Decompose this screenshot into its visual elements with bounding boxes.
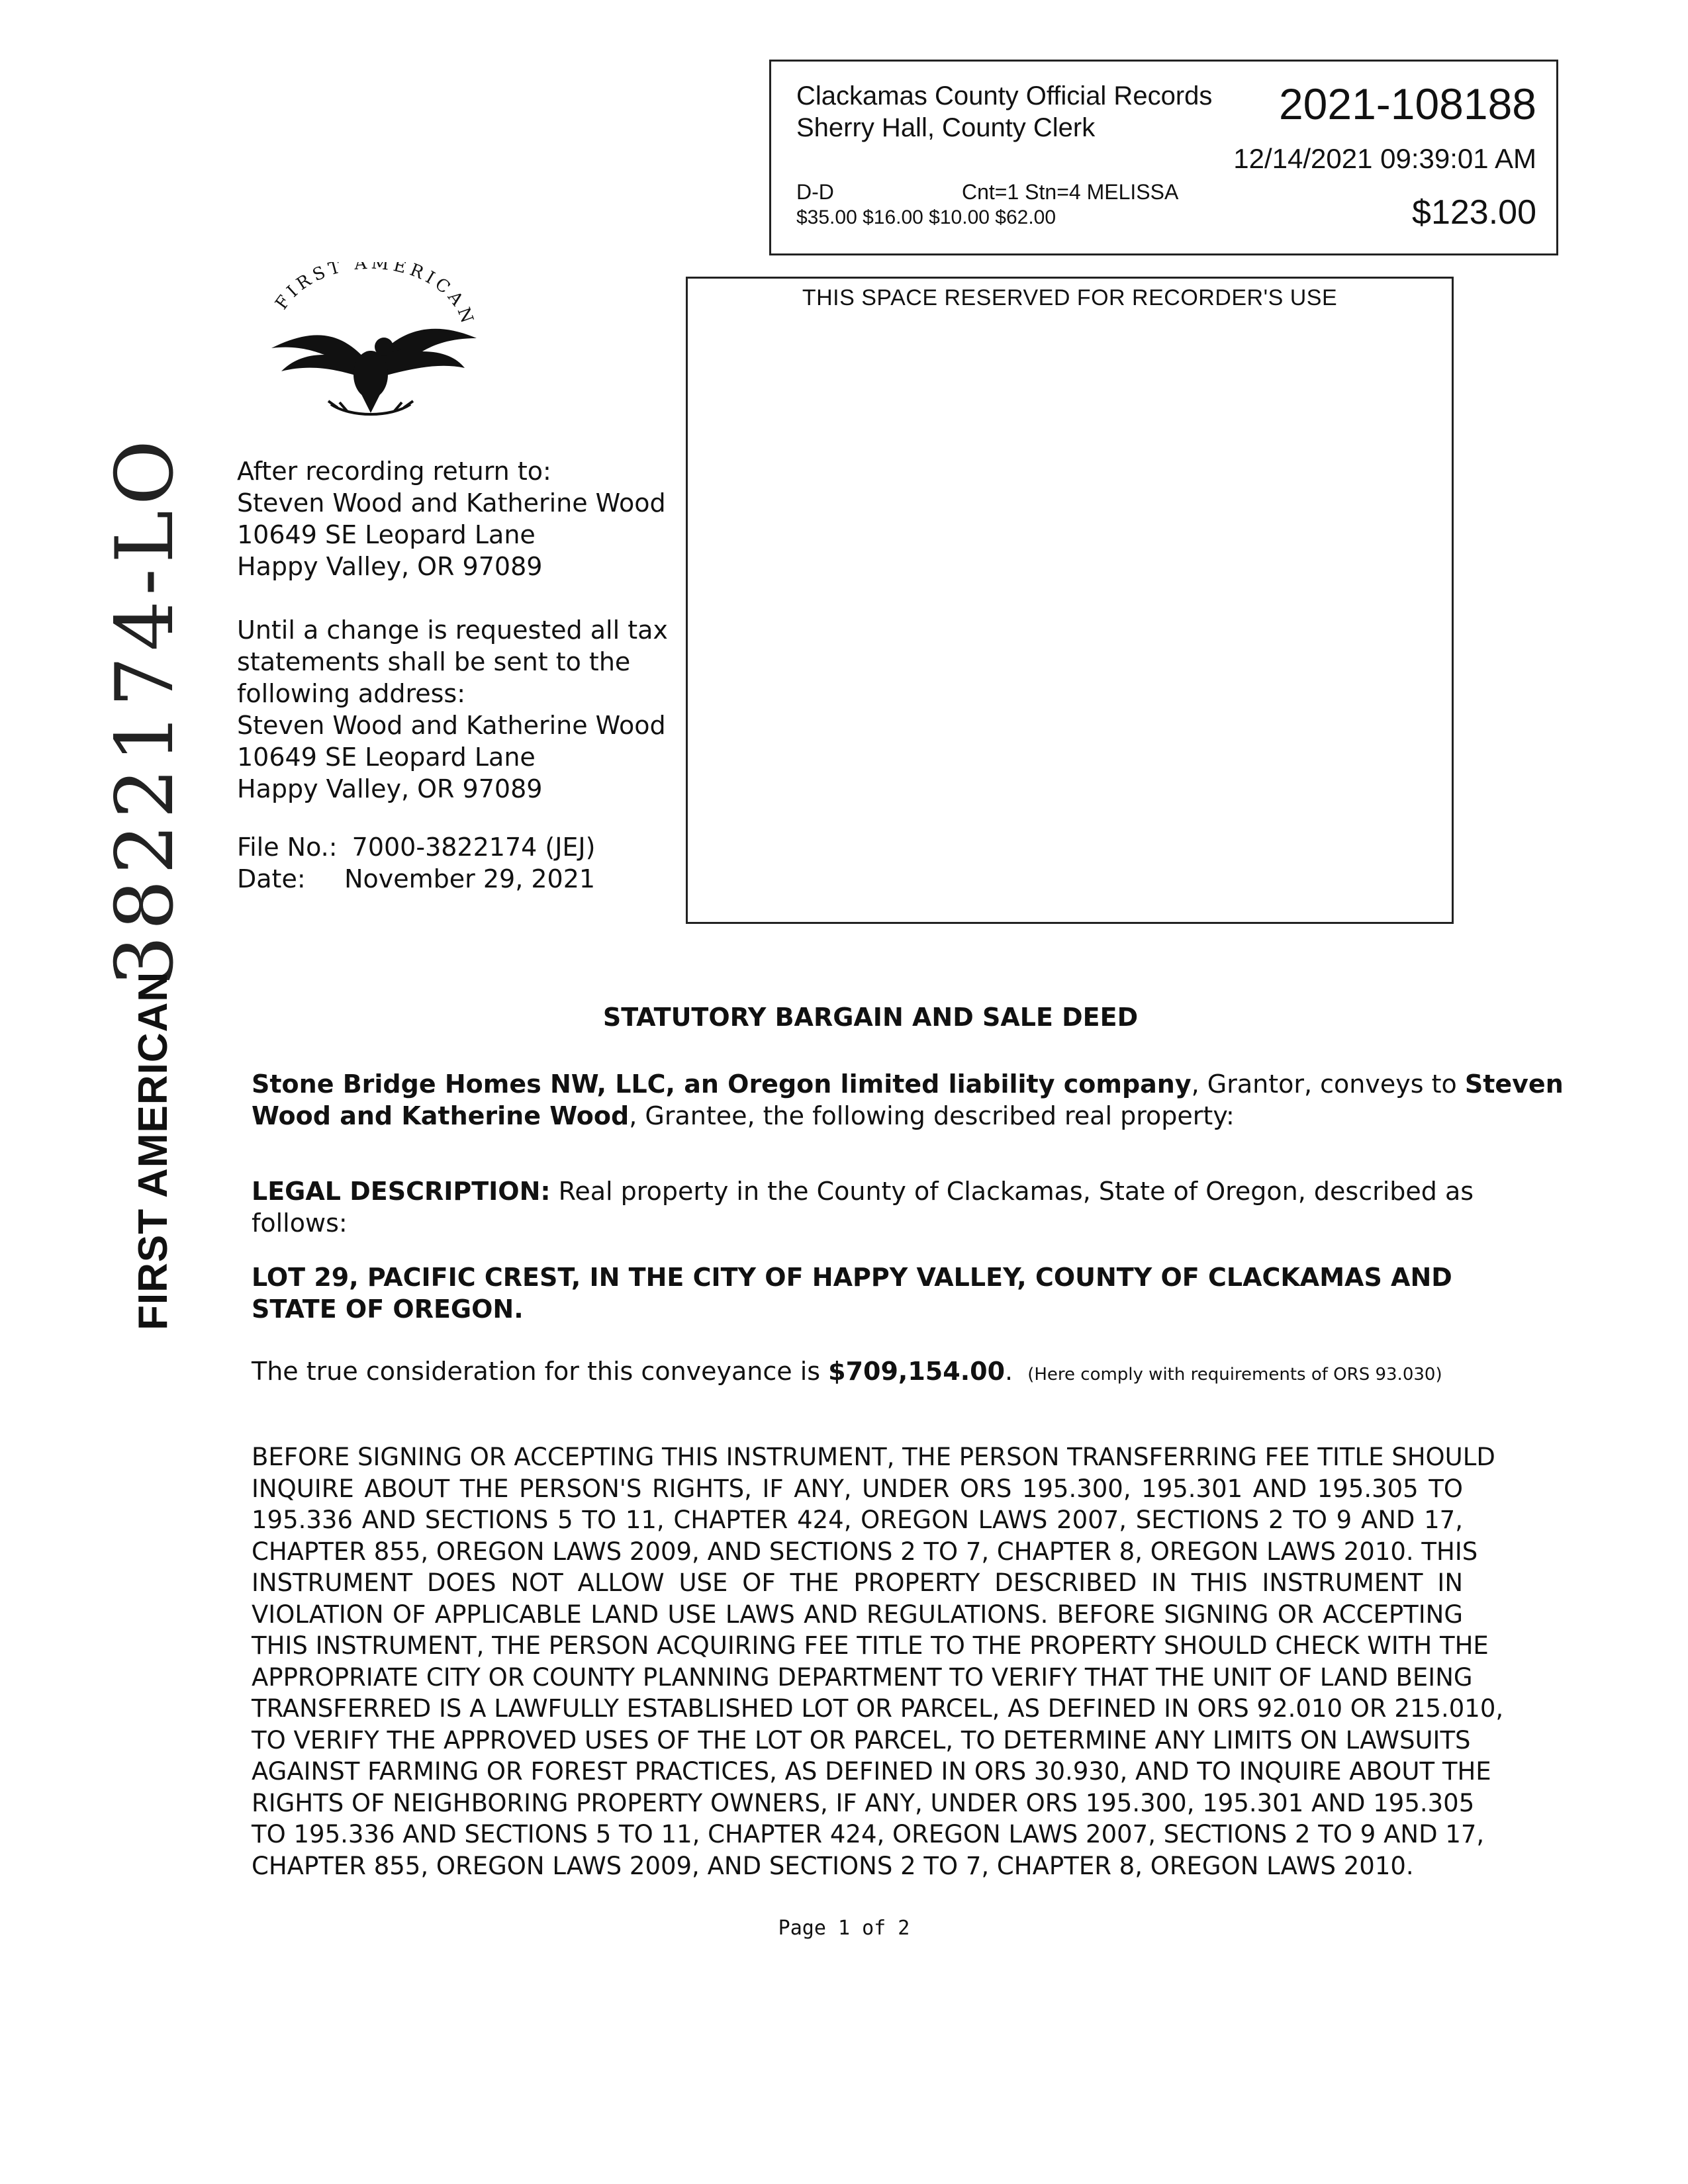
tax-line-3: following address: (237, 679, 466, 708)
recorded-datetime: 12/14/2021 09:39:01 AM (1233, 143, 1536, 174)
tax-line-1: Until a change is requested all tax (237, 615, 668, 645)
tax-name: Steven Wood and Katherine Wood (237, 711, 666, 740)
deed-title: STATUTORY BARGAIN AND SALE DEED (602, 1003, 1139, 1032)
grantee-name-part-1: Steven (1464, 1069, 1564, 1099)
consideration-note: (Here comply with requirements of ORS 93.030) (1027, 1365, 1442, 1385)
return-to-street: 10649 SE Leopard Lane (237, 520, 536, 549)
county-clerk-line: Sherry Hall, County Clerk (796, 113, 1096, 142)
statute-line: INSTRUMENT DOES NOT ALLOW USE OF THE PROPERTY DESCRIBED IN THIS INSTRUMENT IN (252, 1569, 1463, 1597)
return-to-city: Happy Valley, OR 97089 (237, 552, 543, 581)
legal-description-text-1: Real property in the County of Clackamas, State of Oregon, described as (550, 1177, 1474, 1206)
tax-statements-block (237, 614, 668, 805)
tax-city: Happy Valley, OR 97089 (237, 774, 543, 803)
lot-line-2: STATE OF OREGON. (252, 1295, 524, 1324)
file-number-row (237, 831, 595, 863)
grantee-name-part-2: Wood and Katherine Wood (252, 1101, 630, 1130)
recorder-reserved-label: THIS SPACE RESERVED FOR RECORDER'S USE (802, 285, 1338, 310)
county-records-line: Clackamas County Official Records (796, 81, 1213, 111)
recording-stamp (769, 60, 1558, 255)
return-to-heading: After recording return to: (237, 457, 551, 486)
statute-line: CHAPTER 855, OREGON LAWS 2009, AND SECTIONS 2 TO 7, CHAPTER 8, OREGON LAWS 2010. THIS (252, 1537, 1478, 1566)
side-company-stamp: FIRST AMERICAN (130, 971, 176, 1330)
fees-line: $35.00 $16.00 $10.00 $62.00 (796, 206, 1056, 228)
statute-line: BEFORE SIGNING OR ACCEPTING THIS INSTRUMENT, THE PERSON TRANSFERRING FEE TITLE SHOULD (252, 1443, 1495, 1471)
file-date-row (237, 863, 595, 895)
count-line: Cnt=1 Stn=4 MELISSA (962, 180, 1179, 204)
eagle-icon (252, 262, 490, 421)
recorder-reserved-box (686, 277, 1454, 924)
statute-line: RIGHTS OF NEIGHBORING PROPERTY OWNERS, IF ANY, UNDER ORS 195.300, 195.301 AND 195.305 (252, 1788, 1475, 1817)
total-fee: $123.00 (1412, 193, 1536, 232)
handwritten-file-number: 3822174-LO (99, 434, 191, 986)
statute-line: THIS INSTRUMENT, THE PERSON ACQUIRING FEE TITLE TO THE PROPERTY SHOULD CHECK WITH THE (252, 1631, 1489, 1660)
svg-text:FIRST AMERICAN: FIRST AMERICAN (271, 262, 479, 330)
file-number-value: 7000-3822174 (JEJ) (352, 833, 596, 862)
statute-line: CHAPTER 855, OREGON LAWS 2009, AND SECTIONS 2 TO 7, CHAPTER 8, OREGON LAWS 2010. (252, 1851, 1414, 1880)
statute-line: TO VERIFY THE APPROVED USES OF THE LOT OR PARCEL, TO DETERMINE ANY LIMITS ON LAWSUITS (252, 1725, 1471, 1754)
consideration-suffix: . (1005, 1357, 1013, 1386)
lot-description (252, 1261, 1463, 1325)
legal-description-label: LEGAL DESCRIPTION: (252, 1177, 551, 1206)
statute-line: TO 195.336 AND SECTIONS 5 TO 11, CHAPTER 424, OREGON LAWS 2007, SECTIONS 2 TO 9 AND 17, (252, 1820, 1485, 1848)
document-number: 2021-108188 (1278, 79, 1536, 128)
statute-line: TRANSFERRED IS A LAWFULLY ESTABLISHED LOT OR PARCEL, AS DEFINED IN ORS 92.010 OR 215.010, (252, 1694, 1504, 1723)
consideration-line (252, 1355, 1463, 1390)
doc-code: D-D (796, 180, 834, 204)
statute-line: APPROPRIATE CITY OR COUNTY PLANNING DEPARTMENT TO VERIFY THAT THE UNIT OF LAND BEING (252, 1662, 1473, 1692)
file-info-block (237, 831, 595, 895)
grantee-tail-text: , Grantee, the following described real property: (629, 1101, 1235, 1130)
grantor-paragraph (252, 1068, 1564, 1132)
statute-line: INQUIRE ABOUT THE PERSON'S RIGHTS, IF ANY, UNDER ORS 195.300, 195.301 AND 195.305 TO (252, 1474, 1463, 1503)
file-date-value: November 29, 2021 (344, 864, 596, 893)
first-american-logo (252, 262, 490, 421)
statute-line: 195.336 AND SECTIONS 5 TO 11, CHAPTER 424, OREGON LAWS 2007, SECTIONS 2 TO 9 AND 17, (252, 1506, 1463, 1534)
grantor-mid-text: , Grantor, conveys to (1191, 1069, 1465, 1099)
legal-description-text-2: follows: (252, 1208, 348, 1238)
page-number: Page 1 of 2 (778, 1917, 910, 1940)
lot-line-1: LOT 29, PACIFIC CREST, IN THE CITY OF HAPPY VALLEY, COUNTY OF CLACKAMAS AND (252, 1263, 1452, 1292)
statutory-warning (252, 1441, 1504, 1882)
tax-line-2: statements shall be sent to the (237, 647, 631, 676)
statute-line: VIOLATION OF APPLICABLE LAND USE LAWS AND REGULATIONS. BEFORE SIGNING OR ACCEPTING (252, 1600, 1463, 1629)
tax-street: 10649 SE Leopard Lane (237, 743, 536, 772)
return-to-name: Steven Wood and Katherine Wood (237, 488, 666, 518)
consideration-prefix: The true consideration for this conveyance is (252, 1357, 829, 1386)
statute-line: AGAINST FARMING OR FOREST PRACTICES, AS DEFINED IN ORS 30.930, AND TO INQUIRE ABOUT THE (252, 1757, 1491, 1786)
consideration-amount: $709,154.00 (828, 1357, 1006, 1386)
grantor-name: Stone Bridge Homes NW, LLC, an Oregon limited liability company (252, 1069, 1192, 1099)
legal-description (252, 1175, 1474, 1239)
file-date-label: Date: (237, 864, 306, 893)
return-to-block (237, 455, 666, 582)
file-number-label: File No.: (237, 833, 338, 862)
